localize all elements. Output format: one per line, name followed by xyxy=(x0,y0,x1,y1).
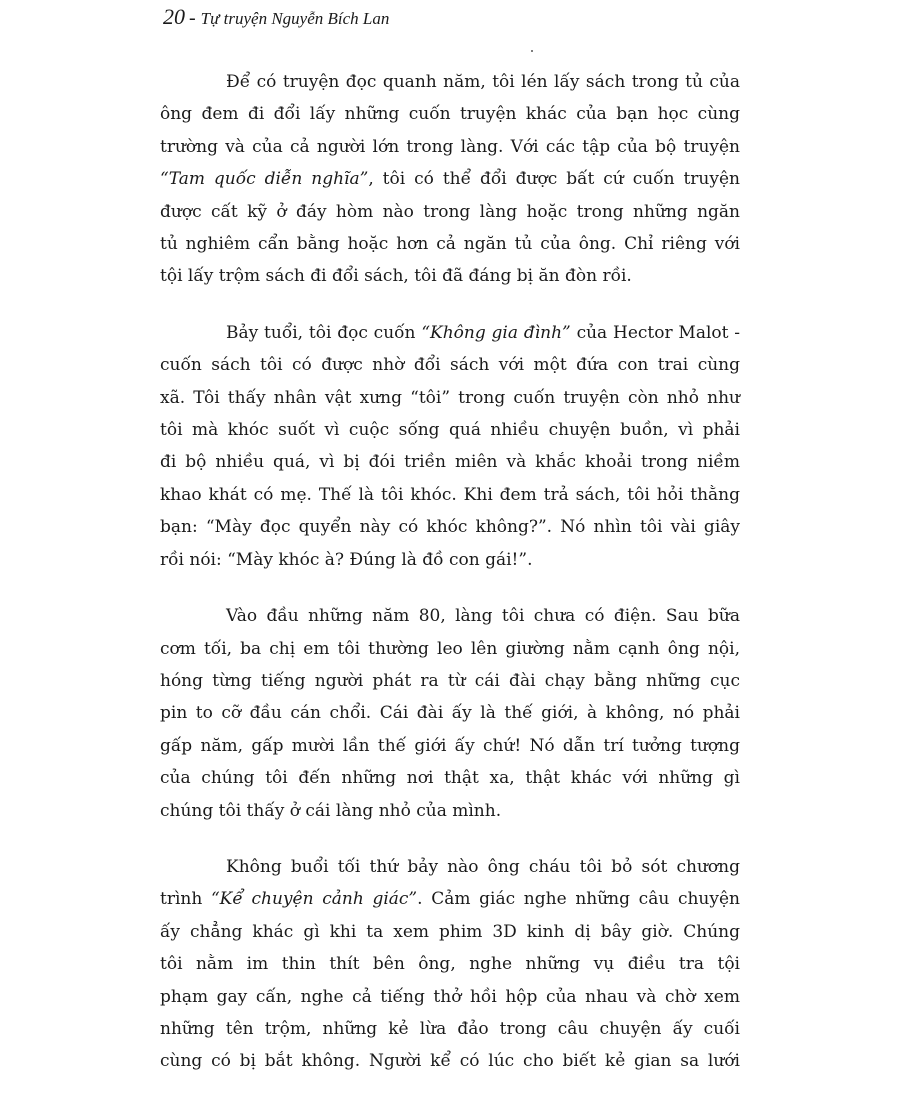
italic-title: “Không gia đình” xyxy=(421,322,571,343)
text-run: của Hector Malot - xyxy=(570,322,741,343)
text-line: tôi mà khóc suốt vì cuộc sống quá nhiều chuyện buồn, vì phải xyxy=(160,420,740,441)
body-text xyxy=(160,66,740,1102)
text-line: pin to cỡ đầu cán chổi. Cái đài ấy là thế giới, à không, nó phải xyxy=(160,703,740,724)
text-line xyxy=(160,163,740,195)
text-line: Vào đầu những năm 80, làng tôi chưa có điện. Sau bữa xyxy=(226,606,740,627)
text-line: rồi nói: “Mày khóc à? Đúng là đồ con gái!”. xyxy=(160,549,533,570)
text-line: được cất kỹ ở đáy hòm nào trong làng hoặc trong những ngăn xyxy=(160,201,740,222)
paragraph xyxy=(160,317,740,576)
text-line: phạm gay cấn, nghe cả tiếng thở hồi hộp của nhau và chờ xem xyxy=(160,986,740,1007)
italic-title: “Kể chuyện cảnh giác” xyxy=(210,889,418,910)
text-line: ấy chẳng khác gì khi ta xem phim 3D kinh dị bây giờ. Chúng xyxy=(160,921,740,942)
header-separator: - xyxy=(189,7,196,29)
text-line: chúng tôi thấy ở cái làng nhỏ của mình. xyxy=(160,800,502,821)
text-line: Để có truyện đọc quanh năm, tôi lén lấy sách trong tủ của xyxy=(226,72,740,92)
text-line: hóng từng tiếng người phát ra từ cái đài chạy bằng những cục xyxy=(160,670,740,691)
text-run: Bảy tuổi, tôi đọc cuốn xyxy=(226,322,422,343)
book-title: Tự truyện Nguyễn Bích Lan xyxy=(200,9,390,28)
text-run: , tôi có thể đổi được bất cứ cuốn truyện xyxy=(368,169,740,190)
text-line: đi bộ nhiều quá, vì bị đói triền miên và khắc khoải trong niềm xyxy=(160,452,740,473)
text-run: . Cảm giác nghe những câu chuyện xyxy=(417,889,740,910)
paragraph xyxy=(160,851,740,1078)
text-line: xã. Tôi thấy nhân vật xưng “tôi” trong cuốn truyện còn nhỏ như xyxy=(160,387,740,408)
text-line: tội lấy trộm sách đi đổi sách, tôi đã đáng bị ăn đòn rồi. xyxy=(160,266,632,287)
text-line: những tên trộm, những kẻ lừa đảo trong câu chuyện ấy cuối xyxy=(160,1018,740,1039)
text-line: ông đem đi đổi lấy những cuốn truyện khác của bạn học cùng xyxy=(160,104,740,125)
text-line: cơm tối, ba chị em tôi thường leo lên giường nằm cạnh ông nội, xyxy=(160,638,740,659)
text-line: Không buổi tối thứ bảy nào ông cháu tôi bỏ sót chương xyxy=(226,856,740,877)
text-line: của chúng tôi đến những nơi thật xa, thật khác với những gì xyxy=(160,768,740,789)
italic-title: “Tam quốc diễn nghĩa” xyxy=(160,169,369,190)
text-line: tủ nghiêm cẩn bằng hoặc hơn cả ngăn tủ của ông. Chỉ riêng với xyxy=(160,234,740,255)
text-line: cùng có bị bắt không. Người kể có lúc cho biết kẻ gian sa lưới xyxy=(160,1051,740,1072)
text-line: trường và của cả người lớn trong làng. Với các tập của bộ truyện xyxy=(160,136,740,157)
paragraph xyxy=(160,600,740,827)
text-line xyxy=(160,883,740,915)
text-line: cuốn sách tôi có được nhờ đổi sách với một đứa con trai cùng xyxy=(160,355,740,376)
print-speck xyxy=(531,50,533,52)
text-line: tôi nằm im thin thít bên ông, nghe những vụ điều tra tội xyxy=(160,954,740,975)
page-number: 20 xyxy=(163,4,185,29)
text-line: gấp năm, gấp mười lần thế giới ấy chứ! Nó dẫn trí tưởng tượng xyxy=(160,735,740,756)
text-line: khao khát có mẹ. Thế là tôi khóc. Khi đem trả sách, tôi hỏi thằng xyxy=(160,484,740,505)
text-line xyxy=(160,317,740,349)
running-header xyxy=(163,4,389,30)
text-run: trình xyxy=(160,889,211,910)
text-line: bạn: “Mày đọc quyển này có khóc không?”. Nó nhìn tôi vài giây xyxy=(160,517,740,538)
paragraph xyxy=(160,66,740,293)
